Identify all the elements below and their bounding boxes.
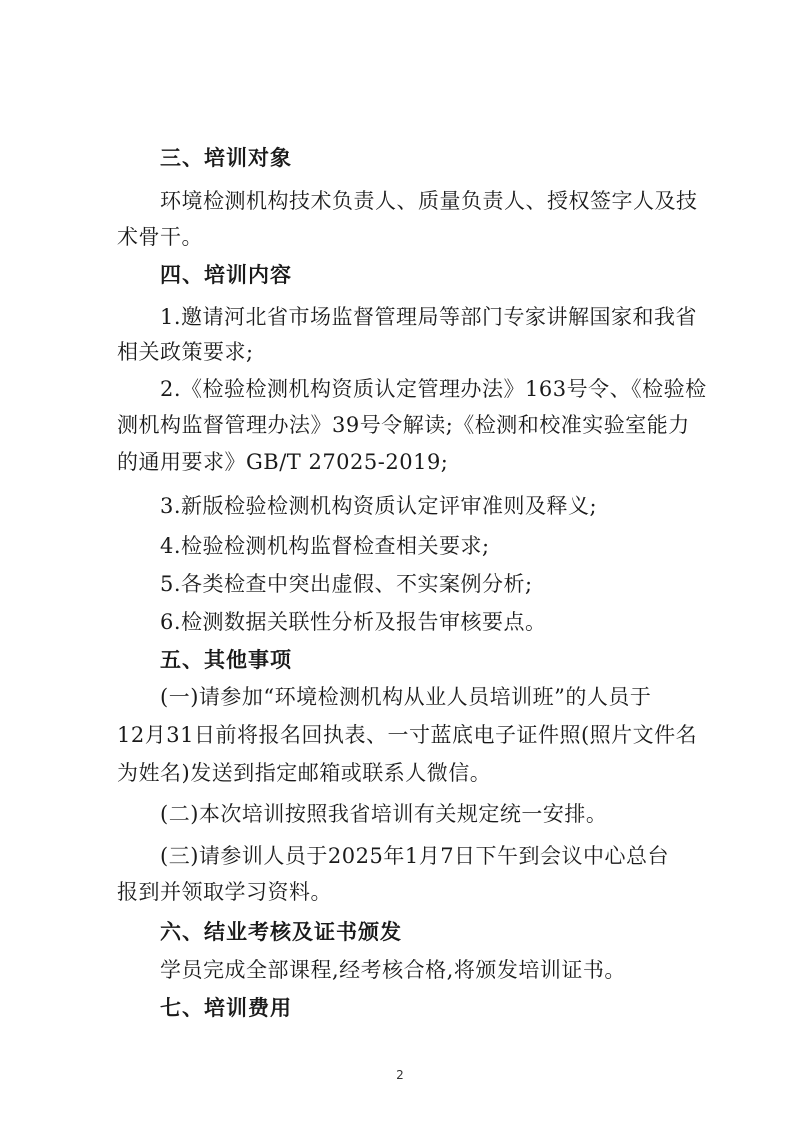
page-number: 2 bbox=[396, 1068, 404, 1082]
paragraph-line: (三)请参训人员于2025年1月7日下午到会议中心总台 bbox=[160, 844, 670, 868]
section-heading-training-fees: 七、培训费用 bbox=[160, 996, 292, 1020]
paragraph-line: 12月31日前将报名回执表、一寸蓝底电子证件照(照片文件名 bbox=[117, 723, 698, 747]
section-heading-other-matters: 五、其他事项 bbox=[160, 648, 292, 672]
paragraph-line: 环境检测机构技术负责人、质量负责人、授权签字人及技 bbox=[160, 189, 698, 213]
list-item-line: 3.新版检验检测机构资质认定评审准则及释义; bbox=[160, 494, 598, 518]
list-item-line: 测机构监督管理办法》39号令解读;《检测和校准实验室能力 bbox=[117, 413, 690, 437]
paragraph-line: 报到并领取学习资料。 bbox=[117, 880, 332, 904]
paragraph-line: 为姓名)发送到指定邮箱或联系人微信。 bbox=[117, 761, 492, 785]
section-heading-training-content: 四、培训内容 bbox=[160, 263, 292, 287]
list-item-line: 5.各类检查中突出虚假、不实案例分析; bbox=[160, 572, 533, 596]
list-item-line: 1.邀请河北省市场监督管理局等部门专家讲解国家和我省 bbox=[160, 305, 698, 329]
list-item-line: 的通用要求》GB/T 27025-2019; bbox=[117, 450, 449, 474]
section-heading-completion-certificate: 六、结业考核及证书颁发 bbox=[160, 920, 402, 944]
paragraph-line: 学员完成全部课程,经考核合格,将颁发培训证书。 bbox=[160, 958, 626, 982]
paragraph-line: (一)请参加“环境检测机构从业人员培训班”的人员于 bbox=[160, 685, 652, 709]
list-item-line: 4.检验检测机构监督检查相关要求; bbox=[160, 534, 490, 558]
list-item-line: 6.检测数据关联性分析及报告审核要点。 bbox=[160, 610, 547, 634]
list-item-line: 相关政策要求; bbox=[117, 340, 254, 364]
paragraph-line: (二)本次培训按照我省培训有关规定统一安排。 bbox=[160, 802, 608, 826]
section-heading-training-target: 三、培训对象 bbox=[160, 146, 292, 170]
list-item-line: 2.《检验检测机构资质认定管理办法》163号令、《检验检 bbox=[160, 377, 707, 401]
paragraph-line: 术骨干。 bbox=[117, 225, 203, 249]
